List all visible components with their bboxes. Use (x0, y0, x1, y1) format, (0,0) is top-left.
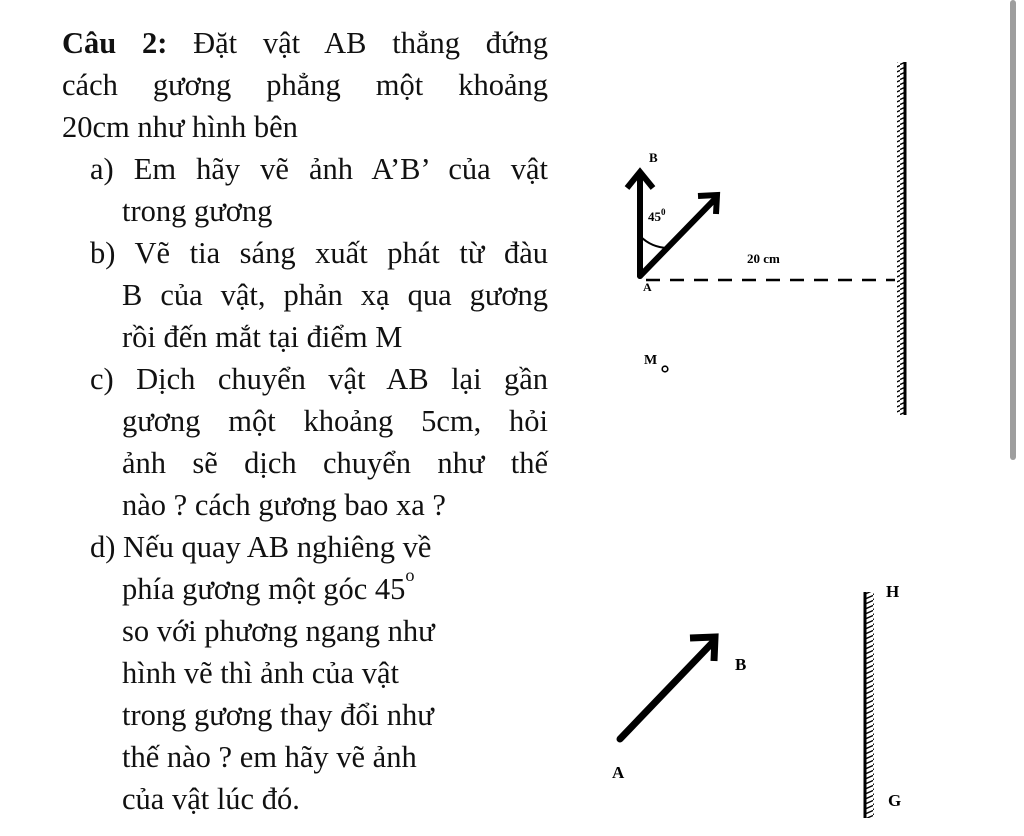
part-c-line-2: gương một khoảng 5cm, hỏi (122, 404, 548, 438)
intro-line-2: cách gương phẳng một khoảng (62, 68, 548, 102)
label-a2: A (612, 763, 625, 782)
label-b: B (649, 150, 658, 165)
figure-1 (627, 62, 905, 415)
part-d-line-2: phía gương một góc 45$^o$ (122, 565, 415, 606)
degree-mark: o (405, 565, 415, 586)
label-h: H (886, 582, 900, 601)
label-b2: B (735, 655, 747, 674)
part-a-line-2: trong gương (122, 194, 273, 228)
distance-label: 20 cm (747, 251, 780, 266)
part-d-line-1: d) Nếu quay AB nghiêng về (90, 530, 432, 564)
part-c-line-3: ảnh sẽ dịch chuyển như thế (122, 446, 548, 480)
intro-line-1: Câu 2: Đặt vật AB thẳng đứng (62, 26, 548, 60)
angle-arc (640, 236, 668, 248)
part-b-line-1: b) Vẽ tia sáng xuất phát từ đàu (90, 236, 548, 270)
part-d-line-6: thế nào ? em hãy vẽ ảnh (122, 740, 417, 774)
part-b-line-2: B của vật, phản xạ qua gương (122, 278, 548, 312)
vertical-scrollbar[interactable] (1010, 0, 1016, 460)
angle-label: $45^0$ (648, 207, 666, 224)
question-number: Câu 2: (62, 26, 168, 60)
part-a-line-1: a) Em hãy vẽ ảnh A’B’ của vật (90, 152, 548, 186)
part-d-line-3: so với phương ngang như (122, 614, 435, 648)
part-b-line-3: rồi đến mắt tại điểm M (122, 320, 403, 354)
part-c-line-4: nào ? cách gương bao xa ? (122, 488, 446, 522)
part-d-line-7: của vật lúc đó. (122, 782, 300, 816)
part-d-line-5: trong gương thay đổi như (122, 698, 434, 732)
label-m: M (644, 353, 658, 368)
point-m (662, 366, 668, 372)
object-ab-tilted (620, 642, 713, 739)
figure-2 (612, 582, 901, 818)
part-d-line-4: hình vẽ thì ảnh của vật (122, 656, 399, 690)
label-g: G (888, 791, 902, 810)
label-a: A (643, 280, 652, 294)
part-c-line-1: c) Dịch chuyển vật AB lại gần (90, 362, 549, 396)
intro-line-3: 20cm như hình bên (62, 110, 298, 144)
